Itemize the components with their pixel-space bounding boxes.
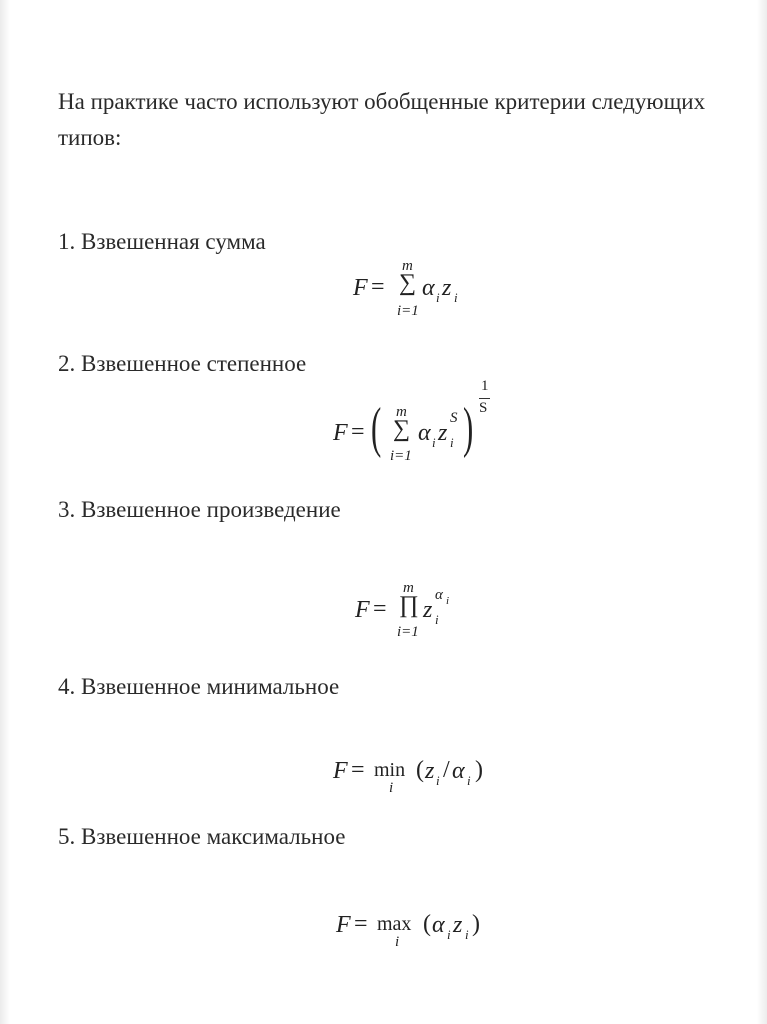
min-index: i — [389, 780, 394, 796]
max-operator: max — [377, 913, 412, 935]
left-paren: ( — [371, 397, 382, 459]
z-superscript-alpha: α — [435, 587, 443, 603]
formula-lhs: F — [355, 597, 370, 623]
product-lower-limit: i=1 — [397, 624, 419, 640]
formula-weighted-sum — [350, 258, 500, 328]
item-4-heading: 4. Взвешенное минимальное — [58, 674, 340, 699]
product-symbol: ∏ — [399, 592, 419, 618]
alpha-symbol: α — [452, 758, 465, 784]
item-5-heading: 5. Взвешенное максимальное — [58, 824, 346, 849]
formula-weighted-max — [333, 906, 513, 956]
z-subscript: i — [435, 612, 439, 627]
formula-eq: = — [351, 419, 365, 445]
sum-symbol: ∑ — [399, 270, 417, 296]
formula-weighted-product — [352, 580, 492, 650]
right-paren: ) — [475, 757, 483, 783]
formula-eq: = — [373, 596, 387, 622]
sum-lower-limit: i=1 — [390, 448, 412, 464]
formula-eq: = — [354, 911, 368, 937]
product-upper-limit: m — [403, 580, 414, 596]
z-subscript: i — [436, 773, 440, 788]
formula-lhs: F — [333, 420, 348, 446]
sum-upper-limit: m — [396, 404, 407, 420]
left-paren: ( — [423, 911, 431, 937]
min-operator: min — [374, 759, 406, 781]
alpha-subscript: i — [432, 435, 436, 450]
exponent-numerator: 1 — [481, 378, 489, 394]
z-superscript: S — [450, 410, 458, 426]
alpha-symbol: α — [432, 912, 445, 938]
alpha-subscript: i — [447, 927, 451, 942]
item-3-heading: 3. Взвешенное произведение — [58, 497, 341, 522]
alpha-subscript: i — [436, 290, 440, 305]
formula-eq: = — [351, 757, 365, 783]
z-superscript-alpha-index: i — [446, 595, 450, 607]
max-index: i — [395, 934, 400, 950]
division-slash: / — [443, 757, 450, 783]
intro-line-2: типов: — [58, 125, 122, 150]
z-symbol: z — [438, 420, 448, 446]
intro-line-1: На практике часто используют обобщенные критерии следующих — [58, 89, 706, 114]
sum-lower-limit: i=1 — [397, 303, 419, 319]
formula-eq: = — [371, 274, 385, 300]
left-paren: ( — [416, 757, 424, 783]
sum-symbol: ∑ — [393, 416, 411, 442]
z-symbol: z — [453, 912, 463, 938]
exponent-denominator: S — [479, 400, 488, 416]
sum-upper-limit: m — [402, 258, 413, 274]
formula-weighted-power — [330, 378, 510, 473]
alpha-symbol: α — [418, 420, 431, 446]
formula-lhs: F — [333, 758, 348, 784]
formula-weighted-min — [330, 752, 510, 802]
z-subscript: i — [454, 290, 458, 305]
z-symbol: z — [442, 275, 452, 301]
z-subscript: i — [465, 927, 469, 942]
alpha-symbol: α — [422, 275, 435, 301]
right-paren: ) — [472, 911, 480, 937]
right-paren: ) — [463, 397, 474, 459]
formula-lhs: F — [353, 275, 368, 301]
item-1-heading: 1. Взвешенная сумма — [58, 229, 266, 254]
alpha-subscript: i — [467, 773, 471, 788]
item-2-heading: 2. Взвешенное степенное — [58, 351, 307, 376]
exponent-fraction-bar — [479, 398, 490, 399]
formula-lhs: F — [336, 912, 351, 938]
z-symbol: z — [423, 597, 433, 623]
z-subscript: i — [450, 435, 454, 450]
z-symbol: z — [425, 758, 435, 784]
